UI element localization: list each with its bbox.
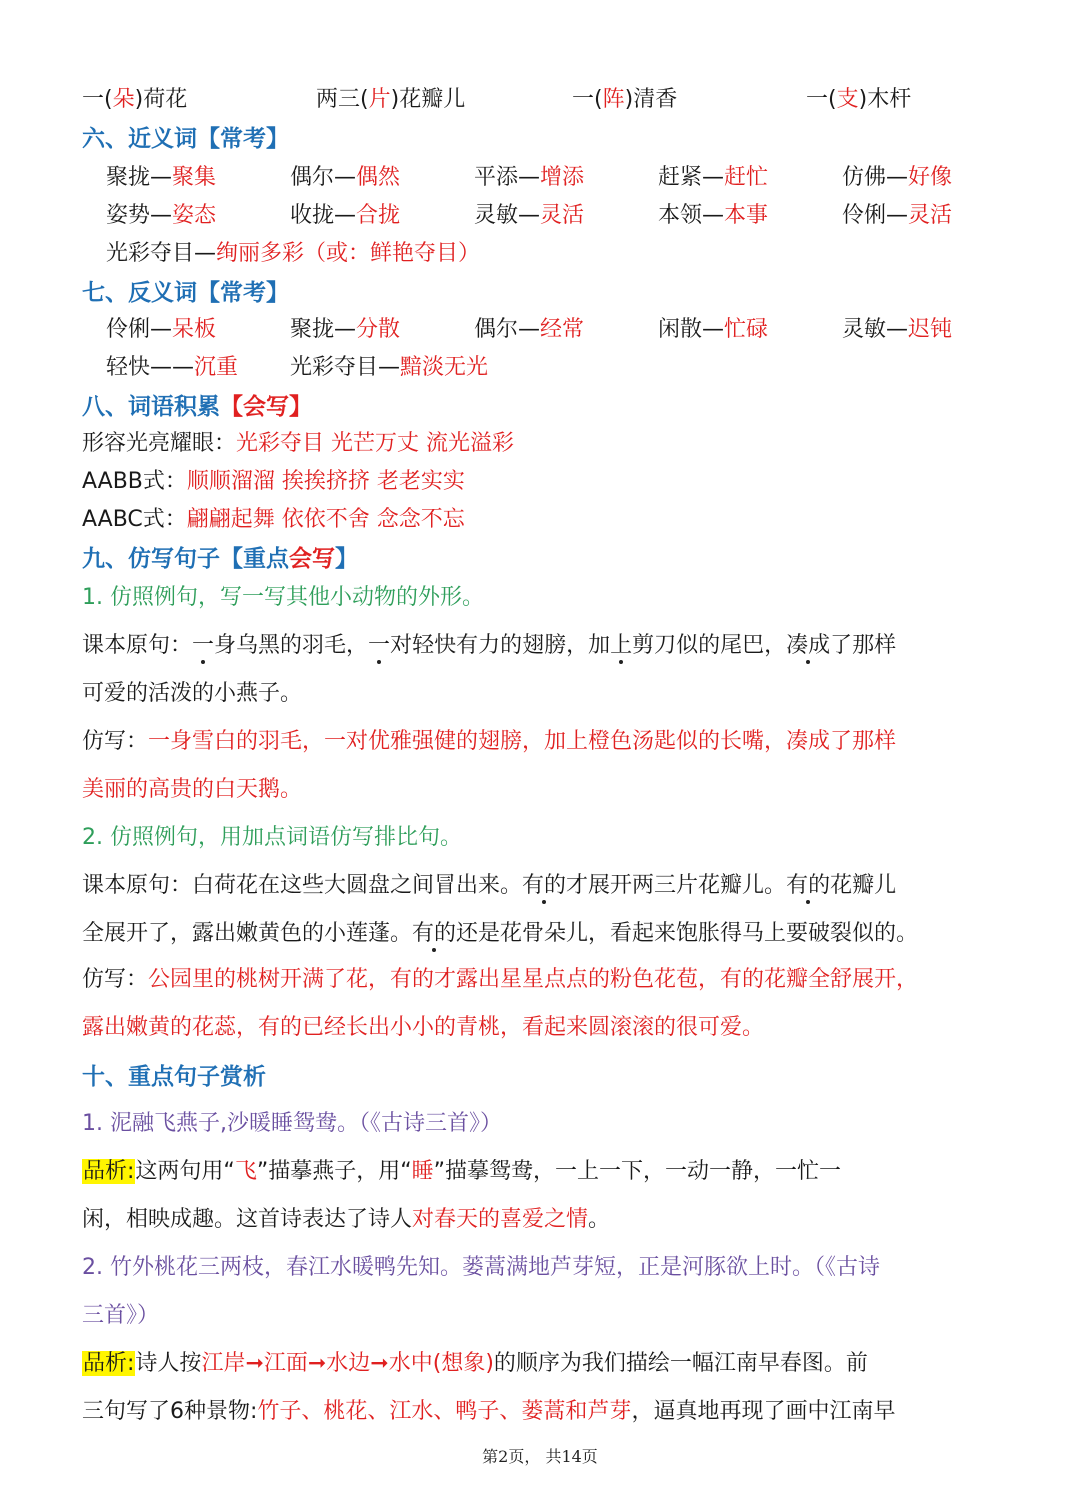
synonym-pair: 伶俐—灵活: [842, 203, 953, 228]
words-heading: 八、词语积累【会写】: [82, 394, 312, 420]
page-footer: 第2页， 共14页: [482, 1447, 598, 1466]
imitation-question-1: 1. 仿照例句，写一写其他小动物的外形。: [82, 585, 484, 610]
synonym-pair: 偶尔—偶然: [290, 165, 401, 190]
analysis-2-cont: 三句写了6种景物:竹子、桃花、江水、鸭子、蒌蒿和芦芽，逼真地再现了画中江南早: [82, 1399, 896, 1424]
antonym-pair: 光彩夺目—黯淡无光: [290, 355, 489, 380]
imitation-heading: 九、仿写句子【重点会写】: [82, 546, 358, 572]
antonym-pair: 偶尔—经常: [474, 317, 585, 342]
antonym-pair: 聚拢—分散: [290, 317, 401, 342]
synonym-pair: 收拢—合拢: [290, 203, 401, 228]
imitation-answer-1: 仿写：一身雪白的羽毛，一对优雅强健的翅膀，加上橙色汤匙似的长嘴，凑成了那样: [82, 729, 897, 754]
measure-item: 两三(片)花瓣儿: [316, 87, 466, 112]
antonym-pair: 轻快——沉重: [106, 355, 239, 380]
word-accumulation-line: AABB式：顺顺溜溜 挨挨挤挤 老老实实: [82, 469, 465, 494]
synonym-pair: 仿佛—好像: [842, 165, 953, 190]
synonym-pair: 赶紧—赶忙: [658, 165, 769, 190]
analysis-sentence-2: 2. 竹外桃花三两枝，春江水暖鸭先知。蒌蒿满地芦芽短，正是河豚欲上时。（《古诗: [82, 1255, 880, 1280]
imitation-question-2: 2. 仿照例句，用加点词语仿写排比句。: [82, 825, 462, 850]
synonym-pair: 本领—本事: [658, 203, 769, 228]
imitation-answer-1-cont: 美丽的高贵的白天鹅。: [82, 777, 303, 802]
synonyms-heading: 六、近义词【常考】: [82, 126, 289, 152]
word-accumulation-line: AABC式：翩翩起舞 依依不舍 念念不忘: [82, 507, 465, 532]
antonym-pair: 闲散—忙碌: [658, 317, 769, 342]
original-sentence-1-cont: 可爱的活泼的小燕子。: [82, 681, 303, 706]
analysis-2: 品析:诗人按江岸➞江面➞水边➞水中(想象)的顺序为我们描绘一幅江南早春图。前: [83, 1351, 868, 1376]
measure-item: 一(朵)荷花: [82, 87, 188, 112]
original-sentence-2-cont: 全展开了，露出嫩黄色的小莲蓬。有的还是花骨朵儿，看起来饱胀得马上要破裂似的。: [82, 921, 919, 946]
synonym-pair: 聚拢—聚集: [106, 165, 217, 190]
synonym-pair: 姿势—姿态: [106, 203, 217, 228]
word-accumulation-line: 形容光亮耀眼：光彩夺目 光芒万丈 流光溢彩: [82, 431, 515, 456]
synonym-pair: 平添—增添: [474, 165, 585, 190]
analysis-sentence-1: 1. 泥融飞燕子,沙暖睡鸳鸯。（《古诗三首》）: [82, 1111, 502, 1136]
synonym-pair: 灵敏—灵活: [474, 203, 585, 228]
imitation-answer-2: 仿写：公园里的桃树开满了花，有的才露出星星点点的粉色花苞，有的花瓣全舒展开，: [82, 967, 919, 992]
antonym-pair: 伶俐—呆板: [106, 317, 217, 342]
synonym-pair: 光彩夺目—绚丽多彩（或：鲜艳夺目）: [106, 241, 481, 266]
measure-item: 一(支)木杆: [806, 87, 912, 112]
antonym-pair: 灵敏—迟钝: [842, 317, 953, 342]
analysis-1-cont: 闲，相映成趣。这首诗表达了诗人对春天的喜爱之情。: [82, 1207, 611, 1232]
original-sentence-2: 课本原句：白荷花在这些大圆盘之间冒出来。有的才展开两三片花瓣儿。有的花瓣儿: [82, 873, 897, 898]
analysis-sentence-2-cont: 三首》）: [82, 1303, 160, 1328]
imitation-answer-2-cont: 露出嫩黄的花蕊，有的已经长出小小的青桃，看起来圆滚滚的很可爱。: [82, 1015, 765, 1040]
antonyms-heading: 七、反义词【常考】: [82, 280, 289, 306]
analysis-heading: 十、重点句子赏析: [82, 1064, 266, 1090]
analysis-1: 品析:这两句用“飞”描摹燕子，用“睡”描摹鸳鸯，一上一下，一动一静，一忙一: [83, 1159, 842, 1184]
original-sentence-1: 课本原句：一身乌黑的羽毛，一对轻快有力的翅膀，加上剪刀似的尾巴，凑成了那样: [82, 633, 897, 658]
measure-item: 一(阵)清香: [572, 87, 678, 112]
